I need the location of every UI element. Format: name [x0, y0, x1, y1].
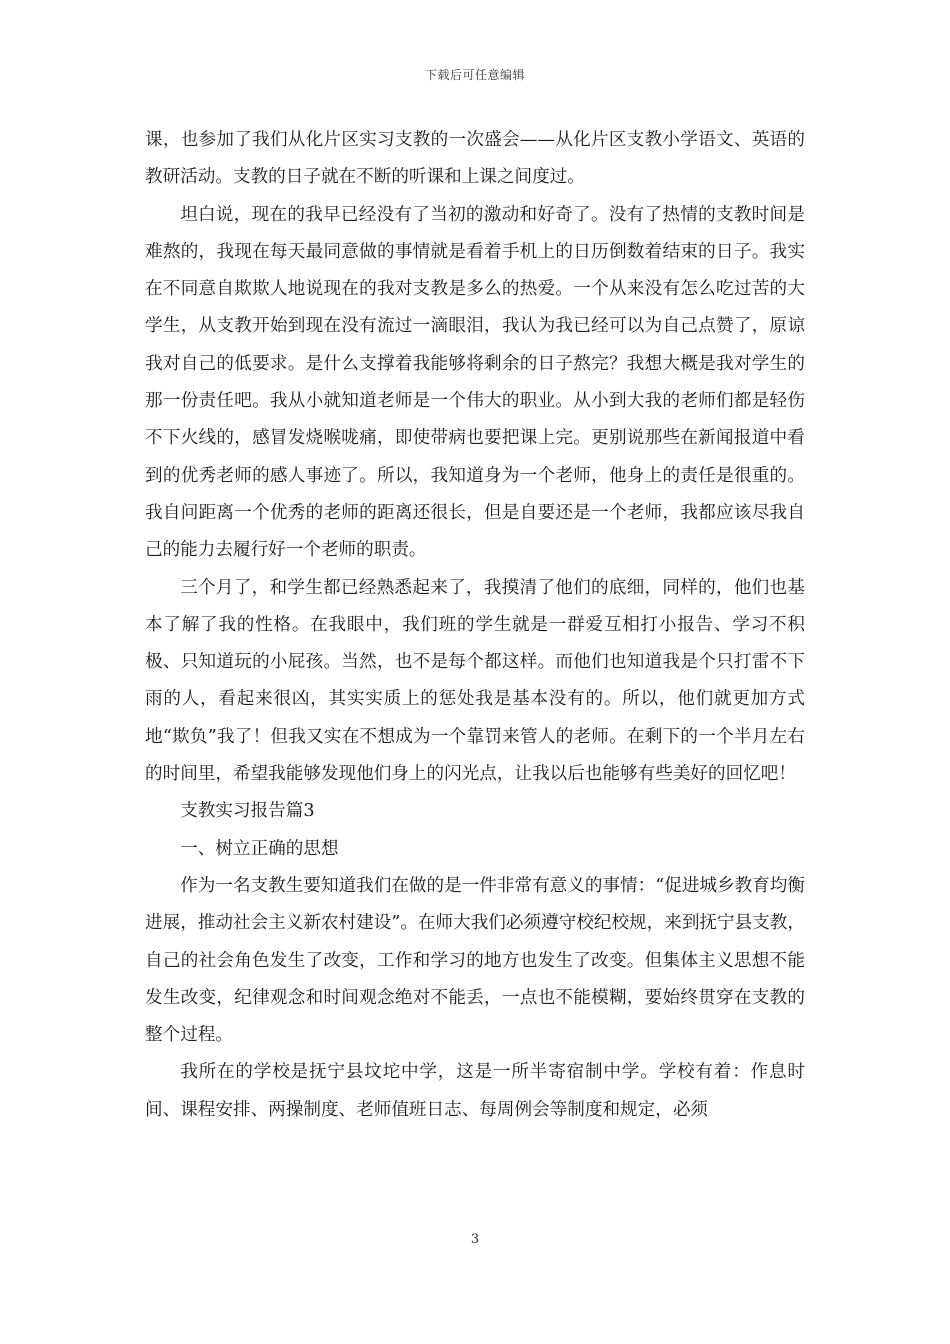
section-title: 支教实习报告篇3 [180, 801, 315, 822]
page-header: 下载后可任意编辑 [424, 68, 525, 82]
paragraph-5: 我所在的学校是抚宁县坟坨中学，这是一所半寄宿制中学。学校有着：作息时间、课程安排、两操制度、老师值班日志、每周例会等制度和规定，必须 [145, 1062, 805, 1120]
paragraph-3: 三个月了，和学生都已经熟悉起来了，我摸清了他们的底细，同样的，他们也基本了解了我的性格。在我眼中，我们班的学生就是一群爱互相打小报告、学习不积极、只知道玩的小屁孩。当然，也不是每个都这样。而他们也知道我是个只打雷不下雨的人，看起来很凶，其实实质上的惩处我是基本没有的。所以，他们就更加方式地“欺负”我了！但我又实在不想成为一个靠罚来管人的老师。在剩下的一个半月左右的时间里，希望我能够发现他们身上的闪光点，让我以后也能够有些美好的回忆吧！ [145, 577, 805, 785]
paragraph-2: 坦白说，现在的我早已经没有了当初的激动和好奇了。没有了热情的支教时间是难熬的，我现在每天最同意做的事情就是看着手机上的日历倒数着结束的日子。我实在不同意自欺欺人地说现在的我对支教是多么的热爱。一个从来没有怎么吃过苦的大学生，从支教开始到现在没有流过一滴眼泪，我认为我已经可以为自己点赞了，原谅我对自己的低要求。是什么支撑着我能够将剩余的日子熬完？我想大概是我对学生的那一份责任吧。我从小就知道老师是一个伟大的职业。从小到大我的老师们都是轻伤不下火线的，感冒发烧喉咙痛，即使带病也要把课上完。更别说那些在新闻报道中看到的优秀老师的感人事迹了。所以，我知道身为一个老师，他身上的责任是很重的。我自问距离一个优秀的老师的距离还很长，但是自要还是一个老师，我都应该尽我自己的能力去履行好一个老师的职责。 [145, 204, 805, 561]
page-number: 3 [470, 1232, 480, 1247]
paragraph-1: 课，也参加了我们从化片区实习支教的一次盛会——从化片区支教小学语文、英语的教研活动。支教的日子就在不断的听课和上课之间度过。 [145, 130, 805, 188]
document-body [145, 122, 805, 1129]
paragraph-4: 作为一名支教生要知道我们在做的是一件非常有意义的事情：“促进城乡教育均衡进展，推动社会主义新农村建设”。在师大我们必须遵守校纪校规，来到抚宁县支教，自己的社会角色发生了改变，工作和学习的地方也发生了改变。但集体主义思想不能发生改变，纪律观念和时间观念绝对不能丢，一点也不能模糊，要始终贯穿在支教的整个过程。 [145, 875, 805, 1046]
subsection-title: 一、树立正确的思想 [180, 838, 339, 859]
